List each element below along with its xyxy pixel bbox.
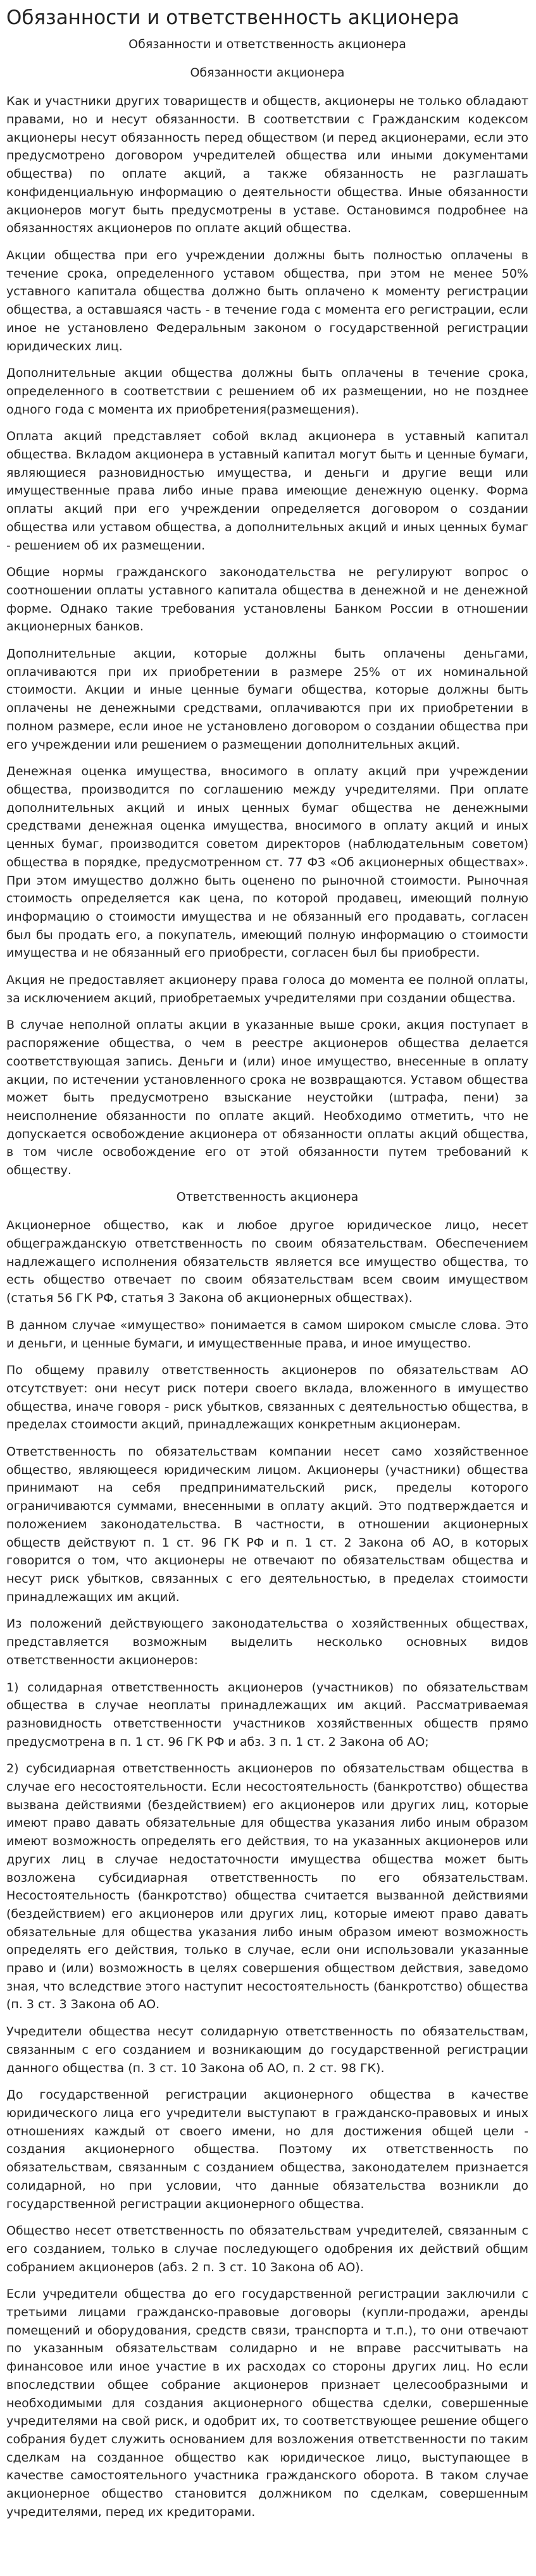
paragraph: В случае неполной оплаты акции в указанные выше сроки, акция поступает в распоряжение общества, о чем в реестре акционеров общества делается соответствующая запись. Деньги и (или) иное имущество, внесенные в оплату акции, по истечении установленного срока не возвращаются. Уставом общества может быть предусмотрено взыскание неустойки (штрафа, пени) за неисполнение обязанности по оплате акций. Необходимо отметить, что не допускается освобождение акционера от обязанности оплаты акций общества, в том числе освобождение его от этой обязанности путем требований к обществу. [6, 1018, 528, 1178]
page-title: Обязанности и ответственность акционера [6, 6, 459, 29]
section-heading-liability: Ответственность акционера [176, 1189, 359, 1204]
liability-section [6, 1217, 528, 2521]
paragraph: Акции общества при его учреждении должны быть полностью оплачены в течение срока, определенного уставом общества, при этом не менее 50% уставного капитала общества должно быть оплачено к моменту регистрации общества, а оставшаяся часть - в течение года с момента его регистрации, если иное не установлено Федеральным законом о государственной регистрации юридических лиц. [6, 248, 528, 353]
paragraph: Оплата акций представляет собой вклад акционера в уставный капитал общества. Вкладом акционера в уставный капитал могут быть и ценные бумаги, являющиеся разновидностью имущества, и деньги и другие вещи или имущественные права либо иные права имеющие денежную оценку. Форма оплаты акций при его учреждении определяется договором о создании общества или уставом общества, а дополнительных акций и иных ценных бумаг - решением об их размещении. [6, 429, 528, 553]
paragraph: Акционерное общество, как и любое другое юридическое лицо, несет общегражданскую ответственность по своим обязательствам. Обеспечением надлежащего исполнения обязательств является все имущество общества, то есть общество отвечает по своим обязательствам всем своим имуществом (статья 56 ГК РФ, статья 3 Закона об акционерных обществах). [6, 1218, 528, 1306]
paragraph: 2) субсидиарная ответственность акционеров по обязательствам общества в случае его несостоятельности. Если несостоятельность (банкротство) общества вызвана действиями (бездействием) его акционеров или других лиц, которые имеют право давать обязательные для общества указания либо иным образом имеют возможность определять его действия, то на указанных акционеров или других лиц в случае недостаточности имущества общества может быть возложена субсидиарная ответственность по его обязательствам. Несостоятельность (банкротство) общества считается вызванной действиями (бездействием) его акционеров или других лиц, которые имеют право давать обязательные для общества указания либо иным образом имеют возможность определять его действия, только в случае, если они использовали указанные право и (или) возможность в целях совершения обществом действия, заведомо зная, что вследствие этого наступит несостоятельность (банкротство) общества (п. 3 ст. 3 Закона об АО. [6, 1762, 528, 2012]
paragraph: Из положений действующего законодательства о хозяйственных обществах, представляется возможным выделить несколько основных видов ответственности акционеров: [6, 1617, 528, 1667]
paragraph: Ответственность по обязательствам компании несет само хозяйственное общество, являющееся юридическим лицом. Акционеры (участники) общества принимают на себя предпринимательский риск, пределы которого ограничиваются суммами, внесенными в оплату акций. Это подтверждается и положением законодательства. В частности, в отношении акционерных обществ действуют п. 1 ст. 96 ГК РФ и п. 1 ст. 2 Закона об АО, в которых говорится о том, что акционеры не отвечают по обязательствам общества и несут риск убытков, связанных с его деятельностью, в пределах стоимости принадлежащих им акций. [6, 1445, 528, 1604]
paragraph: Общие нормы гражданского законодательства не регулируют вопрос о соотношении оплаты уставного капитала общества в денежной и не денежной форме. Однако такие требования установлены Банком России в отношении акционерных банков. [6, 565, 528, 634]
paragraph: Акция не предоставляет акционеру права голоса до момента ее полной оплаты, за исключением акций, приобретаемых учредителями при создании общества. [6, 973, 528, 1005]
paragraph: Как и участники других товариществ и обществ, акционеры не только обладают правами, но и несут обязанности. В соответствии с Гражданским кодексом акционеры несут обязанность перед обществом (и перед акционерами, если это предусмотрено договором учредителей общества или иными документами общества) по оплате акций, а также обязанность не разглашать конфиденциальную информацию о деятельности общества. Иные обязанности акционеров могут быть предусмотрены в уставе. Остановимся подробнее на обязанностях акционеров по оплате акций общества. [6, 94, 528, 236]
paragraph: 1) солидарная ответственность акционеров (участников) по обязательствам общества в случае неоплаты принадлежащих им акций. Рассматриваемая разновидность ответственности участников хозяйственных обществ прямо предусмотрена в п. 1 ст. 96 ГК РФ и абз. 3 п. 1 ст. 2 Закона об АО; [6, 1680, 528, 1749]
paragraph: Дополнительные акции, которые должны быть оплачены деньгами, оплачиваются при их приобретении в размере 25% от их номинальной стоимости. Акции и иные ценные бумаги общества, которые должны быть оплачены не денежными средствами, оплачиваются при их приобретении в полном размере, если иное не установлено договором о создании общества при его учреждении или решением о размещении дополнительных акций. [6, 647, 528, 752]
section-heading-duties: Обязанности акционера [190, 65, 345, 80]
paragraph: Денежная оценка имущества, вносимого в оплату акций при учреждении общества, производится по соглашению между учредителями. При оплате дополнительных акций и иных ценных бумаг общества не денежными средствами денежная оценка имущества, вносимого в оплату акций и иных ценных бумаг, производится советом директоров (наблюдательным советом) общества в порядке, предусмотренном ст. 77 ФЗ «Об акционерных обществах». При этом имущество должно быть оценено по рыночной стоимости. Рыночная стоимость определяется как цена, по которой продавец, имеющий полную информацию о стоимости имущества и не обязанный его продавать, согласен был бы продать его, а покупатель, имеющий полную информацию о стоимости имущества и не обязанный его приобрести, согласен был бы приобрести. [6, 764, 528, 960]
paragraph: В данном случае «имущество» понимается в самом широком смысле слова. Это и деньги, и ценные бумаги, и имущественные права, и иное имущество. [6, 1318, 528, 1351]
paragraph: Учредители общества несут солидарную ответственность по обязательствам, связанным с его созданием и возникающим до государственной регистрации данного общества (п. 3 ст. 10 Закона об АО, п. 2 ст. 98 ГК). [6, 2025, 528, 2075]
paragraph: Общество несет ответственность по обязательствам учредителей, связанным с его созданием, только в случае последующего одобрения их действий общим собранием акционеров (абз. 2 п. 3 ст. 10 Закона об АО). [6, 2224, 528, 2274]
paragraph: Дополнительные акции общества должны быть оплачены в течение срока, определенного в соответствии с решением об их размещении, но не позднее одного года с момента их приобретения(размещения). [6, 366, 528, 417]
duties-section [6, 92, 528, 1179]
paragraph: По общему правилу ответственность акционеров по обязательствам АО отсутствует: они несут риск потери своего вклада, вложенного в имущество общества, иначе говоря - риск убытков, связанных с деятельностью общества, в пределах стоимости акций, принадлежащих конкретным акционерам. [6, 1363, 528, 1432]
paragraph: До государственной регистрации акционерного общества в качестве юридического лица его учредители выступают в гражданско-правовых и иных отношениях каждый от своего имени, но для достижения общей цели - создания акционерного общества. Поэтому их ответственность по обязательствам, связанным с созданием общества, законодателем признается солидарной, но при условии, что данные обязательства возникли до государственной регистрации акционерного общества. [6, 2088, 528, 2211]
article-subtitle: Обязанности и ответственность акционера [128, 37, 406, 52]
paragraph: Если учредители общества до его государственной регистрации заключили с третьими лицами гражданско-правовые договоры (купли-продажи, аренды помещений и оборудования, средств связи, транспорта и т.п.), то они отвечают по указанным обязательствам солидарно и не вправе рассчитывать на финансовое или иное участие в их расходах со стороны других лиц. Но если впоследствии общее собрание акционеров признает целесообразными и необходимыми для создания акционерного общества сделки, совершенные учредителями на свой риск, и одобрит их, то соответствующее решение общего собрания будет служить основанием для возложения ответственности по таким сделкам на созданное общество как юридическое лицо, выступающее в качестве самостоятельного участника гражданского оборота. В таком случае акционерное общество становится должником по сделкам, совершенным учредителями, перед их кредиторами. [6, 2287, 528, 2519]
